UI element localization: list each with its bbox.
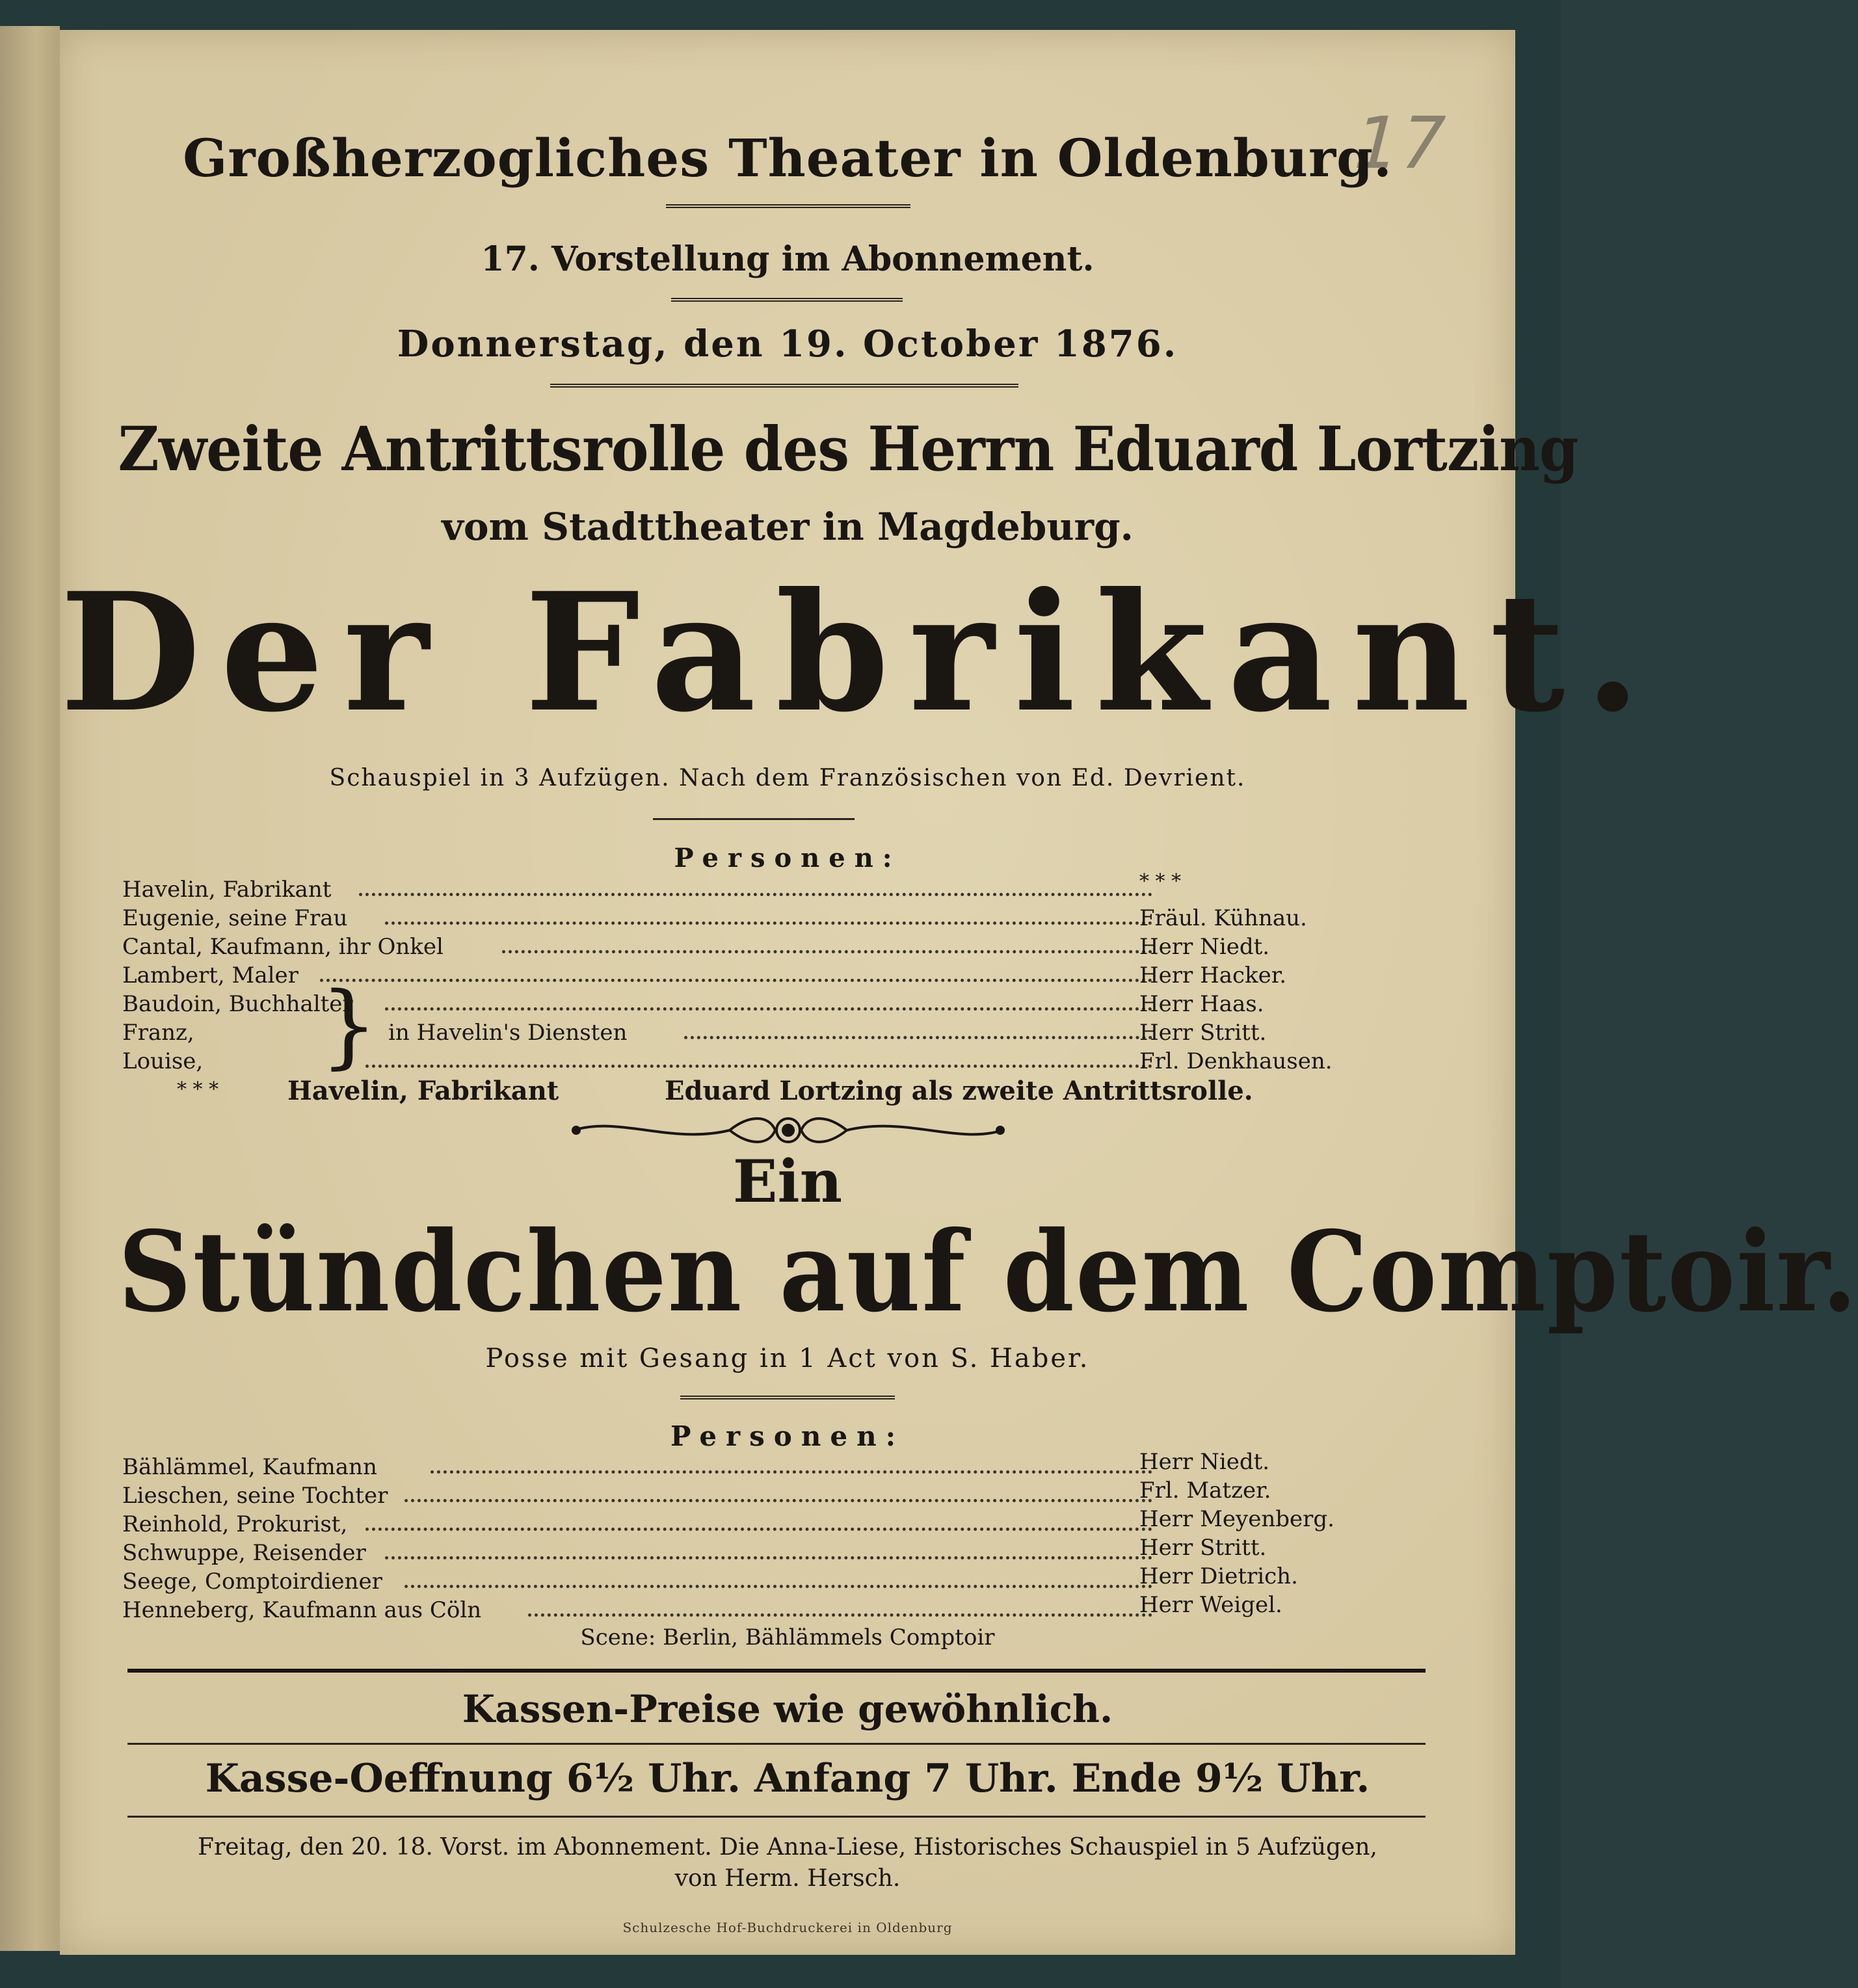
next-performance-line-1: Freitag, den 20. 18. Vorst. im Abonnement. Die Anna-Liese, Historisches Schauspiel in 5 Aufzügen,: [198, 1834, 1377, 1861]
cast-actor: Herr Stritt.: [1139, 1020, 1267, 1046]
ornament-icon: [567, 1109, 1009, 1151]
cast-actor: Herr Niedt.: [1139, 934, 1270, 960]
dot-leader: [365, 1528, 1152, 1531]
pencil-mark: 17: [1344, 101, 1455, 185]
dot-leader: [320, 979, 1152, 982]
cast-role: Lambert, Maler: [122, 962, 299, 988]
cast-role: Lieschen, seine Tochter: [122, 1483, 388, 1509]
divider: [653, 818, 855, 820]
dot-leader: [385, 921, 1152, 925]
cast-actor: * * *: [1139, 870, 1182, 893]
dot-leader: [684, 1036, 1152, 1039]
brace-icon: }: [320, 973, 378, 1079]
performance-number: 17. Vorstellung im Abonnement.: [481, 239, 1095, 279]
play1-title: Der Fabrikant.: [60, 557, 1661, 748]
play2-subtitle: Posse mit Gesang in 1 Act von S. Haber.: [485, 1344, 1090, 1373]
dot-leader: [528, 1613, 1152, 1617]
dot-leader: [405, 1585, 1152, 1588]
cast-actor: Herr Meyenberg.: [1139, 1506, 1334, 1532]
dot-leader: [502, 950, 1152, 953]
next-performance-line-2: von Herm. Hersch.: [674, 1865, 901, 1892]
cast-role: Eugenie, seine Frau: [122, 905, 348, 931]
date-line: Donnerstag, den 19. October 1876.: [397, 323, 1178, 365]
cast-role: Reinhold, Prokurist,: [122, 1511, 348, 1537]
footnote-stars: * * *: [177, 1078, 219, 1101]
divider: [666, 204, 910, 208]
divider: [127, 1669, 1426, 1673]
divider: [680, 1396, 895, 1399]
play1-subtitle: Schauspiel in 3 Aufzügen. Nach dem Französischen von Ed. Devrient.: [329, 765, 1246, 791]
times-line: Kasse-Oeffnung 6½ Uhr. Anfang 7 Uhr. Ende 9½ Uhr.: [205, 1756, 1370, 1801]
dot-leader: [385, 1007, 1152, 1011]
cast-actor: Herr Haas.: [1139, 991, 1264, 1017]
cast-actor: Frl. Matzer.: [1139, 1478, 1271, 1504]
cast-actor: Frl. Denkhausen.: [1139, 1048, 1333, 1074]
dot-leader: [385, 1556, 1152, 1559]
cast-actor: Herr Weigel.: [1139, 1592, 1282, 1618]
playbill: [60, 30, 1858, 1955]
cast-role: Bählämmel, Kaufmann: [122, 1454, 377, 1480]
prices-line: Kassen-Preise wie gewöhnlich.: [462, 1687, 1113, 1731]
cast-role: Baudoin, Buchhalter: [122, 991, 353, 1017]
cast-actor: Herr Niedt.: [1139, 1449, 1270, 1475]
dot-leader: [359, 893, 1152, 896]
dot-leader: [365, 1065, 1152, 1068]
cast-role: Cantal, Kaufmann, ihr Onkel: [122, 934, 444, 960]
play2-cast-heading: Personen:: [670, 1420, 905, 1452]
cast-role: Seege, Comptoirdiener: [122, 1569, 382, 1595]
footnote-role: Havelin, Fabrikant: [287, 1076, 559, 1106]
play2-title: Stündchen auf dem Comptoir.: [118, 1207, 1858, 1337]
cast-actor: Herr Dietrich.: [1139, 1563, 1298, 1589]
guest-origin-line: vom Stadttheater in Magdeburg.: [442, 505, 1134, 549]
divider: [671, 298, 903, 302]
cast-actor: Herr Hacker.: [1139, 962, 1287, 988]
cast-role: Franz,: [122, 1020, 194, 1046]
scene-line: Scene: Berlin, Bählämmels Comptoir: [580, 1624, 995, 1650]
cast-group-note: in Havelin's Diensten: [388, 1020, 628, 1046]
dot-leader: [431, 1470, 1152, 1474]
cast-actor: Fräul. Kühnau.: [1139, 905, 1307, 931]
divider: [127, 1816, 1426, 1818]
play1-cast-heading: Personen:: [674, 843, 901, 873]
theatre-title: Großherzogliches Theater in Oldenburg.: [183, 127, 1392, 189]
printer-imprint: Schulzesche Hof-Buchdruckerei in Oldenburg: [622, 1920, 953, 1935]
play2-title-small: Ein: [732, 1147, 843, 1216]
footnote-text: Eduard Lortzing als zweite Antrittsrolle.: [665, 1076, 1253, 1106]
guest-appearance-line: Zweite Antrittsrolle des Herrn Eduard Lortzing: [118, 414, 1578, 485]
cast-role: Louise,: [122, 1048, 204, 1074]
binding-strip: [0, 26, 60, 1951]
divider: [550, 384, 1018, 388]
cast-role: Henneberg, Kaufmann aus Cöln: [122, 1597, 482, 1623]
cast-role: Havelin, Fabrikant: [122, 877, 332, 903]
cast-role: Schwuppe, Reisender: [122, 1540, 366, 1566]
divider: [127, 1743, 1426, 1745]
dot-leader: [405, 1499, 1152, 1502]
cast-actor: Herr Stritt.: [1139, 1535, 1267, 1561]
